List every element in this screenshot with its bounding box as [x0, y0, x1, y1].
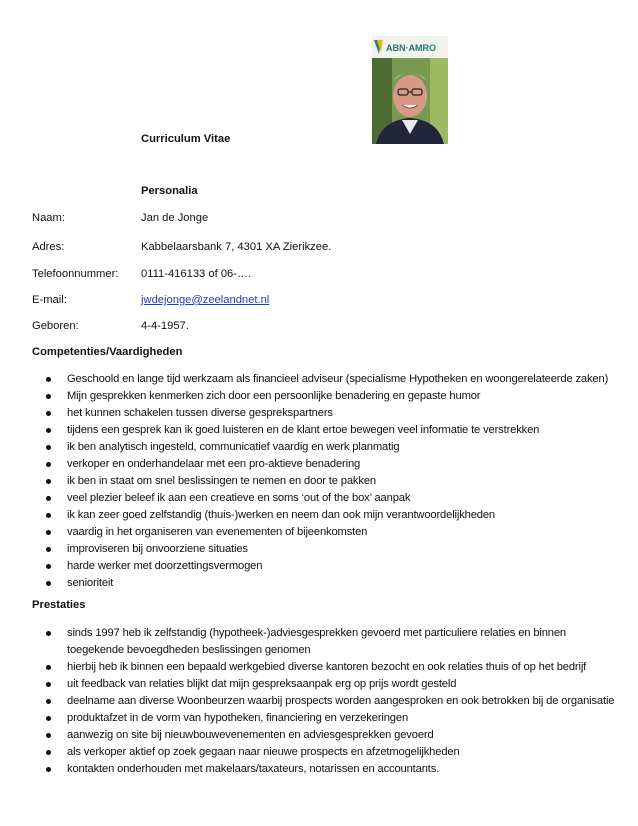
list-item: veel plezier beleef ik aan een creatieve en soms ‘out of the box’ aanpak: [32, 490, 622, 507]
profile-photo: [372, 36, 448, 144]
prestaties-list: [32, 625, 622, 778]
list-item: als verkoper aktief op zoek gegaan naar nieuwe prospects en afzetmogelijkheden: [32, 744, 622, 761]
list-item: hierbij heb ik binnen een bepaald werkgebied diverse kantoren bezocht en ook relaties thuis of op het bedrijf: [32, 659, 622, 676]
personalia-row-email: [32, 294, 592, 310]
logo-text: ABN·AMRO: [386, 43, 436, 53]
email-link[interactable]: jwdejonge@zeelandnet.nl: [141, 294, 270, 306]
list-item: produktafzet in de vorm van hypotheken, financiering en verzekeringen: [32, 710, 622, 727]
list-item: deelname aan diverse Woonbeurzen waarbij prospects worden aangesproken en ook betrokken bij de organisatie: [32, 693, 622, 710]
prestaties-heading: Prestaties: [32, 599, 86, 611]
document-title: Curriculum Vitae: [141, 133, 231, 145]
list-item: sinds 1997 heb ik zelfstandig (hypotheek-)adviesgesprekken gevoerd met particuliere relaties en binnen toegekende bevoegdheden beslissingen genomen: [32, 625, 622, 659]
list-item: Mijn gesprekken kenmerken zich door een persoonlijke benadering en gepaste humor: [32, 388, 622, 405]
field-label: Naam:: [32, 212, 65, 224]
list-item: verkoper en onderhandelaar met een pro-aktieve benadering: [32, 456, 622, 473]
list-item: aanwezig on site bij nieuwbouwevenementen en adviesgesprekken gevoerd: [32, 727, 622, 744]
field-label: Adres:: [32, 241, 65, 253]
field-value: 0111-416133 of 06-….: [141, 268, 252, 280]
personalia-row-born: [32, 320, 592, 336]
field-value: 4-4-1957.: [141, 320, 189, 332]
field-label: E-mail:: [32, 294, 67, 306]
personalia-row-phone: [32, 268, 592, 284]
competenties-heading: Competenties/Vaardigheden: [32, 346, 183, 358]
personalia-heading: Personalia: [141, 185, 198, 197]
list-item: tijdens een gesprek kan ik goed luisteren en de klant ertoe bewegen veel informatie te verstrekken: [32, 422, 622, 439]
list-item: harde werker met doorzettingsvermogen: [32, 558, 622, 575]
competenties-list: [32, 371, 622, 592]
personalia-row-name: [32, 212, 592, 228]
list-item: ik ben in staat om snel beslissingen te nemen en door te pakken: [32, 473, 622, 490]
field-label: Geboren:: [32, 320, 79, 332]
personalia-row-address: [32, 241, 592, 257]
list-item: improviseren bij onvoorziene situaties: [32, 541, 622, 558]
list-item: uit feedback van relaties blijkt dat mijn gespreksaanpak erg op prijs wordt gesteld: [32, 676, 622, 693]
list-item: Geschoold en lange tijd werkzaam als financieel adviseur (specialisme Hypotheken en woongerelateerde zaken): [32, 371, 622, 388]
field-value: Kabbelaarsbank 7, 4301 XA Zierikzee.: [141, 241, 332, 253]
list-item: kontakten onderhouden met makelaars/taxateurs, notarissen en accountants.: [32, 761, 622, 778]
list-item: ik ben analytisch ingesteld, communicatief vaardig en werk planmatig: [32, 439, 622, 456]
list-item: het kunnen schakelen tussen diverse gesprekspartners: [32, 405, 622, 422]
field-label: Telefoonnummer:: [32, 268, 119, 280]
field-value: Jan de Jonge: [141, 212, 209, 224]
list-item: senioriteit: [32, 575, 622, 592]
list-item: ik kan zeer goed zelfstandig (thuis-)werken en neem dan ook mijn verantwoordelijkheden: [32, 507, 622, 524]
list-item: vaardig in het organiseren van evenementen of bijeenkomsten: [32, 524, 622, 541]
